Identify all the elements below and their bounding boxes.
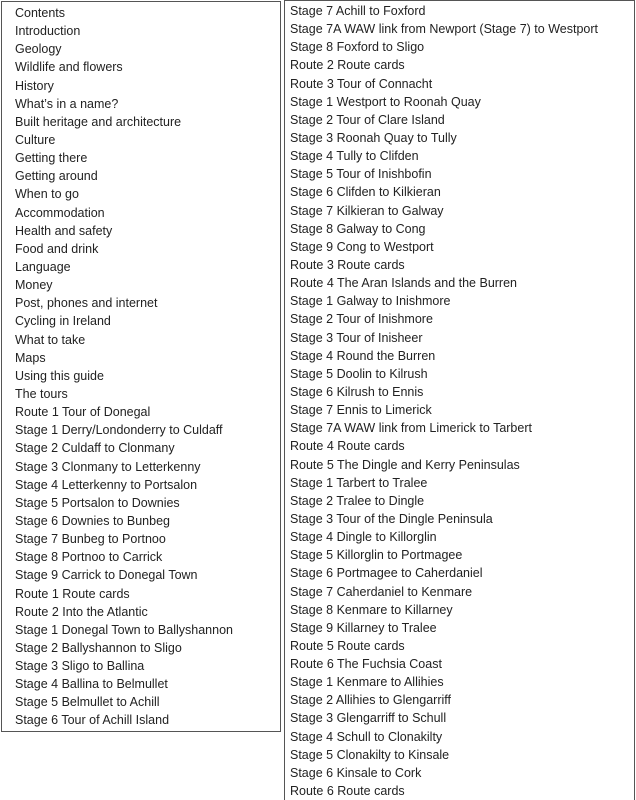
- toc-link[interactable]: What’s in a name?: [15, 96, 119, 111]
- toc-link[interactable]: Route 6 The Fuchsia Coast: [290, 657, 442, 672]
- toc-link[interactable]: Stage 2 Tour of Inishmore: [290, 312, 433, 327]
- toc-link[interactable]: Route 5 The Dingle and Kerry Peninsulas: [290, 457, 520, 472]
- toc-link[interactable]: Stage 5 Portsalon to Downies: [15, 495, 180, 510]
- toc-link[interactable]: The tours: [15, 386, 68, 401]
- toc-link[interactable]: Stage 5 Killorglin to Portmagee: [290, 548, 463, 563]
- toc-link[interactable]: Stage 6 Kinsale to Cork: [290, 765, 422, 780]
- toc-link[interactable]: Stage 7 Kilkieran to Galway: [290, 203, 444, 218]
- toc-link[interactable]: Stage 1 Tarbert to Tralee: [290, 475, 428, 490]
- toc-link[interactable]: Stage 2 Tour of Clare Island: [290, 112, 445, 127]
- toc-link[interactable]: History: [15, 78, 54, 93]
- toc-link[interactable]: Stage 4 Round the Burren: [290, 348, 436, 363]
- toc-link[interactable]: Stage 1 Donegal Town to Ballyshannon: [15, 622, 233, 637]
- toc-link[interactable]: Money: [15, 278, 53, 293]
- toc-link[interactable]: Route 4 The Aran Islands and the Burren: [290, 276, 518, 291]
- toc-link[interactable]: Stage 4 Schull to Clonakilty: [290, 729, 443, 744]
- toc-link[interactable]: What to take: [15, 332, 86, 347]
- toc-link[interactable]: Stage 5 Tour of Inishbofin: [290, 167, 432, 182]
- toc-link[interactable]: Stage 2 Tralee to Dingle: [290, 493, 425, 508]
- toc-link[interactable]: Getting there: [15, 151, 88, 166]
- toc-link[interactable]: Stage 4 Tully to Clifden: [290, 149, 419, 164]
- toc-link[interactable]: Health and safety: [15, 223, 113, 238]
- toc-link[interactable]: Route 1 Route cards: [15, 586, 130, 601]
- toc-link[interactable]: Stage 4 Letterkenny to Portsalon: [15, 477, 198, 492]
- toc-link[interactable]: Route 2 Route cards: [290, 58, 405, 73]
- toc-right-list: [285, 2, 634, 800]
- toc-link[interactable]: Using this guide: [15, 368, 104, 383]
- toc-link[interactable]: Stage 7 Caherdaniel to Kenmare: [290, 584, 473, 599]
- toc-link[interactable]: Stage 1 Kenmare to Allihies: [290, 675, 444, 690]
- toc-link[interactable]: Accommodation: [15, 205, 105, 220]
- toc-link[interactable]: Stage 7A WAW link from Newport (Stage 7) to Westport: [290, 22, 598, 37]
- toc-link[interactable]: Stage 3 Sligo to Ballina: [15, 659, 145, 674]
- toc-link[interactable]: Stage 6 Clifden to Kilkieran: [290, 185, 441, 200]
- toc-link[interactable]: Stage 2 Allihies to Glengarriff: [290, 693, 451, 708]
- toc-link[interactable]: Stage 6 Downies to Bunbeg: [15, 513, 170, 528]
- toc-link[interactable]: Stage 7 Bunbeg to Portnoo: [15, 532, 166, 547]
- toc-link[interactable]: Stage 3 Glengarriff to Schull: [290, 711, 447, 726]
- toc-link[interactable]: Geology: [15, 42, 62, 57]
- toc-link[interactable]: Stage 1 Derry/Londonderry to Culdaff: [15, 423, 223, 438]
- toc-link[interactable]: Route 1 Tour of Donegal: [15, 405, 151, 420]
- toc-link[interactable]: Getting around: [15, 169, 98, 184]
- toc-link[interactable]: Stage 3 Tour of the Dingle Peninsula: [290, 511, 493, 526]
- toc-link[interactable]: Stage 6 Tour of Achill Island: [15, 713, 170, 728]
- toc-link[interactable]: Stage 8 Kenmare to Killarney: [290, 602, 453, 617]
- toc-link[interactable]: Built heritage and architecture: [15, 114, 182, 129]
- toc-link[interactable]: Stage 3 Clonmany to Letterkenny: [15, 459, 201, 474]
- toc-left-list: [2, 4, 280, 730]
- toc-link[interactable]: Stage 8 Galway to Cong: [290, 221, 426, 236]
- toc-link[interactable]: Stage 8 Portnoo to Carrick: [15, 550, 163, 565]
- toc-link[interactable]: Stage 4 Dingle to Killorglin: [290, 530, 437, 545]
- toc-link[interactable]: Stage 8 Foxford to Sligo: [290, 40, 425, 55]
- toc-link[interactable]: Cycling in Ireland: [15, 314, 111, 329]
- toc-link[interactable]: Stage 6 Kilrush to Ennis: [290, 384, 424, 399]
- toc-link[interactable]: Food and drink: [15, 241, 99, 256]
- toc-link[interactable]: Route 2 Into the Atlantic: [15, 604, 148, 619]
- toc-link[interactable]: Stage 5 Doolin to Kilrush: [290, 366, 428, 381]
- toc-left-panel: [1, 1, 281, 732]
- toc-right-panel: [284, 0, 635, 800]
- toc-link[interactable]: Stage 1 Westport to Roonah Quay: [290, 94, 481, 109]
- toc-link[interactable]: Stage 7 Ennis to Limerick: [290, 403, 432, 418]
- toc-link[interactable]: Stage 9 Killarney to Tralee: [290, 620, 437, 635]
- toc-link[interactable]: Stage 7A WAW link from Limerick to Tarbert: [290, 421, 532, 436]
- toc-link[interactable]: Route 3 Route cards: [290, 257, 405, 272]
- toc-link[interactable]: Route 3 Tour of Connacht: [290, 76, 433, 91]
- toc-link[interactable]: Stage 9 Cong to Westport: [290, 239, 434, 254]
- toc-link[interactable]: Stage 1 Galway to Inishmore: [290, 294, 451, 309]
- toc-link[interactable]: Stage 5 Belmullet to Achill: [15, 695, 160, 710]
- toc-link[interactable]: Maps: [15, 350, 46, 365]
- toc-link[interactable]: Introduction: [15, 24, 81, 39]
- toc-link[interactable]: Stage 5 Clonakilty to Kinsale: [290, 747, 450, 762]
- toc-link[interactable]: Stage 9 Carrick to Donegal Town: [15, 568, 198, 583]
- toc-link[interactable]: Route 5 Route cards: [290, 638, 405, 653]
- toc-link[interactable]: Post, phones and internet: [15, 296, 158, 311]
- toc-link[interactable]: Stage 2 Culdaff to Clonmany: [15, 441, 175, 456]
- toc-link[interactable]: Stage 2 Ballyshannon to Sligo: [15, 640, 182, 655]
- toc-link[interactable]: When to go: [15, 187, 79, 202]
- toc-link[interactable]: Wildlife and flowers: [15, 60, 123, 75]
- toc-link[interactable]: Stage 4 Ballina to Belmullet: [15, 677, 168, 692]
- toc-link[interactable]: Culture: [15, 132, 56, 147]
- toc-link[interactable]: Stage 3 Roonah Quay to Tully: [290, 130, 457, 145]
- toc-link[interactable]: Route 6 Route cards: [290, 784, 405, 799]
- toc-link[interactable]: Language: [15, 259, 71, 274]
- toc-link[interactable]: Stage 7 Achill to Foxford: [290, 4, 426, 18]
- toc-link[interactable]: Stage 6 Portmagee to Caherdaniel: [290, 566, 483, 581]
- toc-link[interactable]: Route 4 Route cards: [290, 439, 405, 454]
- toc-link[interactable]: Stage 3 Tour of Inisheer: [290, 330, 423, 345]
- toc-link[interactable]: Contents: [15, 6, 66, 20]
